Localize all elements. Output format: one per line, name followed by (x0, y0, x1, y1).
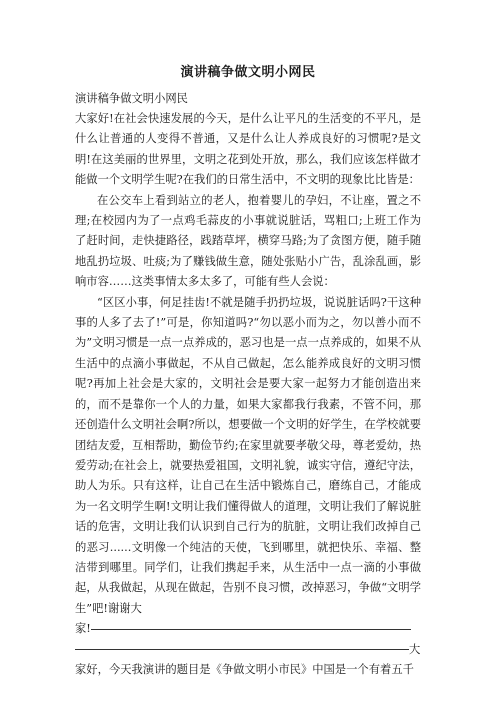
document-title: 演讲稿争做文明小网民 (180, 65, 316, 80)
horizontal-rule (91, 629, 411, 630)
separator-line-2 (75, 640, 421, 660)
horizontal-rule (75, 649, 409, 650)
paragraph-3-end: 家! (75, 622, 91, 636)
paragraph-1: 大家好!在社会快速发展的今天，是什么让平凡的生活变的不平凡，是什么让普通的人变得不普通，又是什么让人养成良好的习惯呢?是文明!在这美丽的世界里，文明之花到处开放，那么，我们应该怎样做才能做一个文明学生呢?在我们的日常生活中，不文明的现象比比皆是： (75, 112, 421, 187)
document-subtitle: 演讲稿争做文明小网民 (75, 92, 188, 105)
paragraph-2: 在公交车上看到站立的老人，抱着婴儿的孕妇，不让座，置之不理;在校园内为了一点鸡毛蒜皮的小事就说脏话，骂粗口;上班工作为了赶时间，走快捷路径，践踏草坪，横穿马路;为了贪图方便，随手随地乱扔垃圾、吐痰;为了赚钱做生意，随处张贴小广告，乱涂乱画，影响市容……这类事情太多太多了，可能有些人会说： (75, 193, 421, 289)
document-page (75, 63, 421, 680)
paragraph-3: “区区小事，何足挂齿!不就是随手扔扔垃圾，说说脏话吗?干这种事的人多了去了!”可是，你知道吗?“勿以恶小而为之，勿以善小而不为”文明习惯是一点一点养成的，恶习也是一点一点养成的，如果不从生活中的点滴小事做起，不从自己做起，怎么能养成良好的文明习惯呢?再加上社会是大家的，文明社会是要大家一起努力才能创造出来的，而不是靠你一个人的力量，如果大家都我行我素，不管不问，那还创造什么文明社会啊?所以，想要做一个文明的好学生，在学校就要团结友爱，互相帮助，勤俭节约;在家里就要孝敬父母，尊老爱幼，热爱劳动;在社会上，就要热爱祖国，文明礼貌，诚实守信，遵纪守法，助人为乐。只有这样，让自己在生活中锻炼自己，磨练自己，才能成为一名文明学生啊!文明让我们懂得做人的道理，文明让我们了解说脏话的危害，文明让我们认识到自己行为的肮脏，文明让我们改掉自己的恶习......文明像一个纯洁的天使，飞到哪里，就把快乐、幸福、整洁带到哪里。同学们，让我们携起手来，从生活中一点一滴的小事做起，从我做起，从现在做起，告别不良习惯，改掉恶习，争做“文明学生”吧!谢谢大 (75, 295, 421, 615)
paragraph-4-start: 大 (409, 642, 421, 656)
separator-line-1 (75, 619, 421, 639)
paragraph-5: 家好，今天我演讲的题目是《争做文明小市民》中国是一个有着五千 (75, 662, 414, 676)
